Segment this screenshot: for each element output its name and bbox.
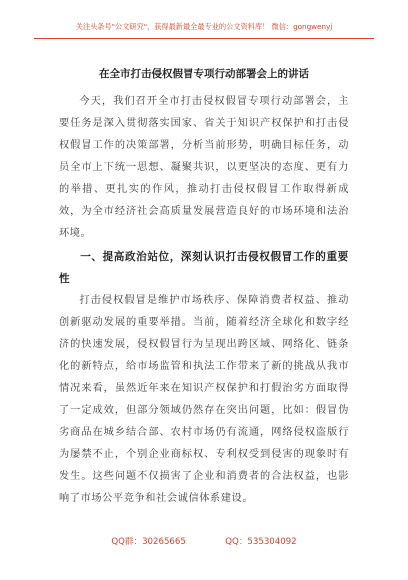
header-banner: 关注头条号"公文研究"，获得最新最全最专业的公文资料库！ 微信：gongwenyj [75, 22, 333, 31]
footer-contact [0, 535, 408, 547]
footer-qq-group: QQ群：30265665 [111, 537, 186, 547]
footer-qq: QQ：535304092 [225, 537, 297, 547]
header-divider [34, 38, 374, 39]
paragraph-intro: 今天，我们召开全市打击侵权假冒专项行动部署会，主要任务是深入贯彻落实国家、省关于知识产权保护和打击侵权假冒工作的决策部署，分析当前形势，明确目标任务，动员全市上下统一思想、凝聚共识，以更坚决的态度、更有力的举措、更扎实的作风，推动打击侵权假冒工作取得新成效，为全市经济社会高质量发展营造良好的市场环境和法治环境。 [59, 96, 349, 239]
paragraph-section-1: 打击侵权假冒是维护市场秩序、保障消费者权益、推动创新驱动发展的重要举措。当前，随着经济全球化和数字经济的快速发展，侵权假冒行为呈现出跨区域、网络化、链条化的新特点，给市场监管和执法工作带来了新的挑战从我市情况来看，虽然近年来在知识产权保护和打假治劣方面取得了一定成效，但部分领域仍然存在突出问题，比如：假冒伪劣商品在城乡结合部、农村市场仍有流通，网络侵权盗版行为屡禁不止，个别企业商标权、专利权受到侵害的现象时有发生。这些问题不仅损害了企业和消费者的合法权益，也影响了市场公平竞争和社会诚信体系建设。 [59, 295, 349, 504]
document-title: 在全市打击侵权假冒专项行动部署会上的讲话 [99, 68, 309, 80]
section-heading-1: 一、提高政治站位，深刻认识打击侵权假冒工作的重要性 [59, 251, 349, 285]
